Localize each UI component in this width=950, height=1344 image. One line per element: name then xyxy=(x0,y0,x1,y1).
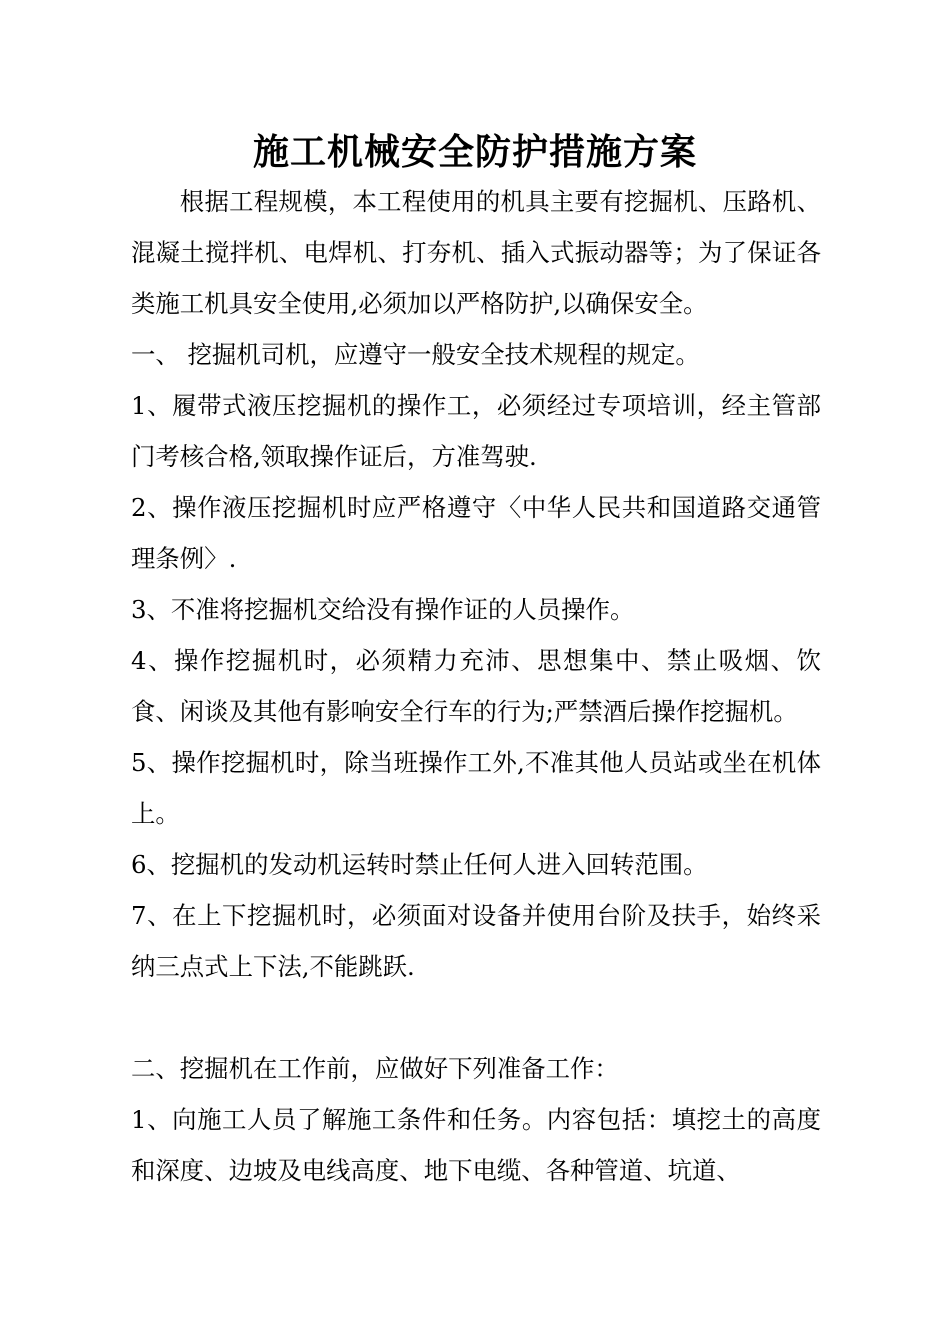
list-item-2-1: 1、向施工人员了解施工条件和任务。内容包括：填挖土的高度和深度、边坡及电线高度、地下电缆、各种管道、坑道、 xyxy=(131,1105,821,1185)
section-heading-2: 二、挖掘机在工作前，应做好下列准备工作： xyxy=(131,1054,619,1083)
list-item-1-3: 3、不准将挖掘机交给没有操作证的人员操作。 xyxy=(131,595,635,624)
list-item-1-7: 7、在上下挖掘机时，必须面对设备并使用台阶及扶手，始终采纳三点式上下法,不能跳跃. xyxy=(131,901,821,981)
intro-paragraph: 根据工程规模，本工程使用的机具主要有挖掘机、压路机、混凝土搅拌机、电焊机、打夯机、插入式振动器等；为了保证各类施工机具安全使用,必须加以严格防护,以确保安全。 xyxy=(131,187,821,318)
list-item-1-4: 4、操作挖掘机时，必须精力充沛、思想集中、禁止吸烟、饮食、闲谈及其他有影响安全行车的行为;严禁酒后操作挖掘机。 xyxy=(131,646,821,726)
list-item-1-6: 6、挖掘机的发动机运转时禁止任何人进入回转范围。 xyxy=(131,850,708,879)
paragraph-spacer xyxy=(131,992,821,1043)
document-body xyxy=(131,176,821,1196)
list-item-1-2: 2、操作液压挖掘机时应严格遵守〈中华人民共和国道路交通管理条例〉. xyxy=(131,493,821,573)
document-title: 施工机械安全防护措施方案 xyxy=(252,131,697,173)
section-heading-1: 一、 挖掘机司机，应遵守一般安全技术规程的规定。 xyxy=(131,340,700,369)
list-item-1-5: 5、操作挖掘机时，除当班操作工外,不准其他人员站或坐在机体上。 xyxy=(131,748,821,828)
list-item-1-1: 1、履带式液压挖掘机的操作工，必须经过专项培训，经主管部门考核合格,领取操作证后，方准驾驶. xyxy=(131,391,821,471)
